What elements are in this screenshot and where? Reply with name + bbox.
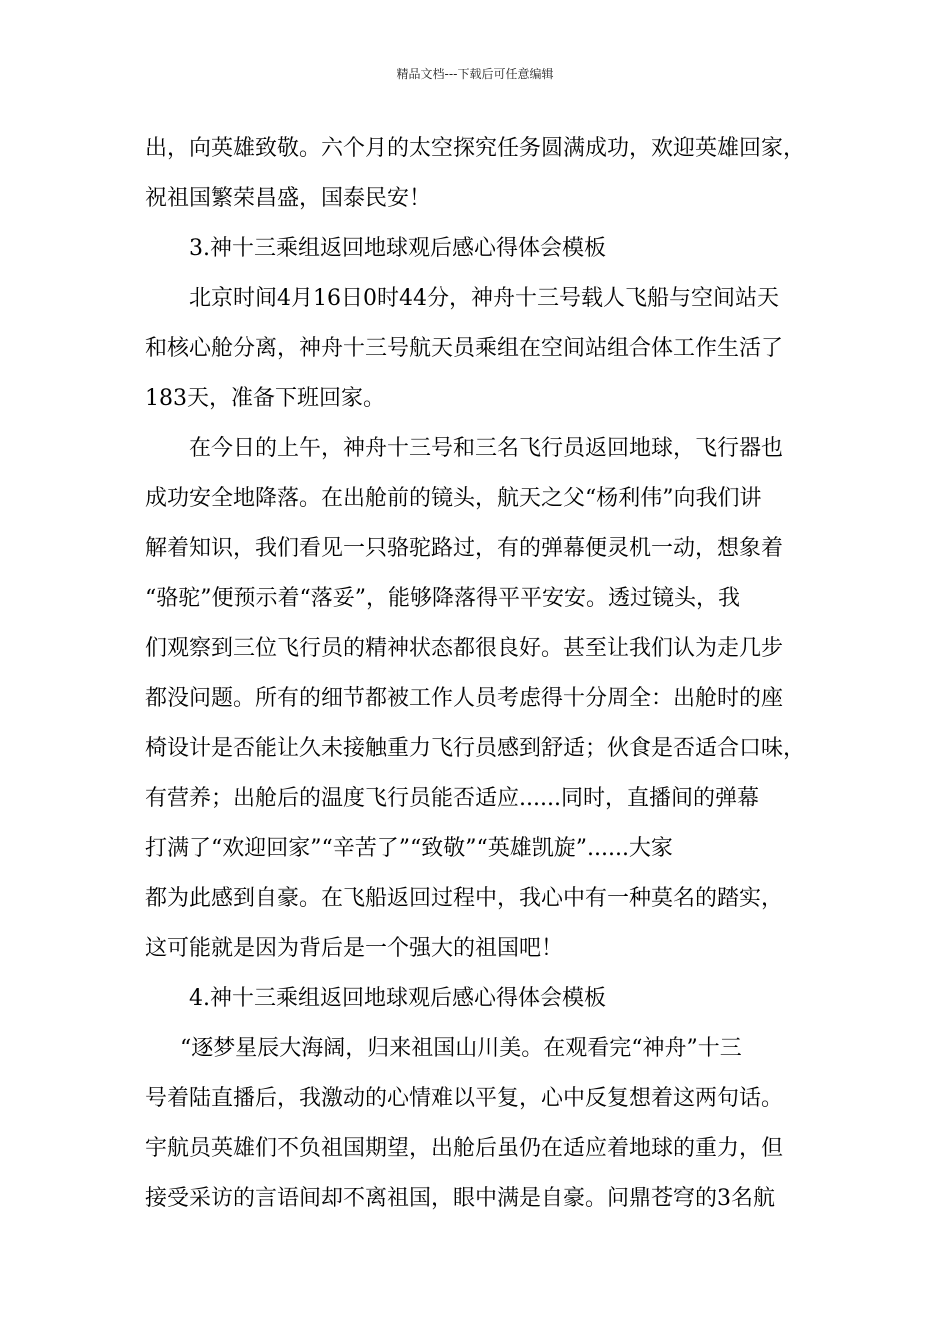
- page-header: 精品文档---下载后可任意编辑: [396, 67, 554, 81]
- body-line: 们观察到三位飞行员的精神状态都很良好。甚至让我们认为走几步: [145, 636, 784, 661]
- body-line: 椅设计是否能让久未接触重力飞行员感到舒适；伙食是否适合口味，: [145, 736, 806, 761]
- body-line: 北京时间4月16日0时44分，神舟十三号载人飞船与空间站天: [189, 286, 779, 311]
- body-line: 出，向英雄致敬。六个月的太空探究任务圆满成功，欢迎英雄回家，: [145, 136, 806, 161]
- body-line: 这可能就是因为背后是一个强大的祖国吧！: [145, 936, 564, 961]
- section-heading: 4.神十三乘组返回地球观后感心得体会模板: [189, 986, 606, 1011]
- body-line: 接受采访的言语间却不离祖国，眼中满是自豪。问鼎苍穹的3名航: [145, 1186, 775, 1211]
- body-line: 和核心舱分离，神舟十三号航天员乘组在空间站组合体工作生活了: [145, 336, 784, 361]
- body-line: 183天，准备下班回家。: [145, 386, 385, 411]
- body-line: 祝祖国繁荣昌盛，国泰民安！: [145, 186, 432, 211]
- body-line: 都为此感到自豪。在飞船返回过程中，我心中有一种莫名的踏实，: [145, 886, 784, 911]
- body-line: 在今日的上午，神舟十三号和三名飞行员返回地球，飞行器也: [189, 436, 784, 461]
- body-line: 宇航员英雄们不负祖国期望，出舱后虽仍在适应着地球的重力，但: [145, 1136, 784, 1161]
- body-line: 打满了“欢迎回家”“辛苦了”“致敬”“英雄凯旋”......大家: [145, 836, 673, 861]
- body-line: “骆驼”便预示着“落妥”，能够降落得平平安安。透过镜头，我: [145, 586, 740, 611]
- body-line: 有营养；出舱后的温度飞行员能否适应......同时，直播间的弹幕: [145, 786, 759, 811]
- body-line: 成功安全地降落。在出舱前的镜头，航天之父“杨利伟”向我们讲: [145, 486, 762, 511]
- body-line: 号着陆直播后，我激动的心情难以平复，心中反复想着这两句话。: [145, 1086, 784, 1111]
- section-heading: 3.神十三乘组返回地球观后感心得体会模板: [189, 236, 606, 261]
- body-line: 解着知识，我们看见一只骆驼路过，有的弹幕便灵机一动，想象着: [145, 536, 784, 561]
- body-line: “逐梦星辰大海阔，归来祖国山川美。在观看完“神舟”十三: [180, 1036, 742, 1061]
- body-line: 都没问题。所有的细节都被工作人员考虑得十分周全：出舱时的座: [145, 686, 784, 711]
